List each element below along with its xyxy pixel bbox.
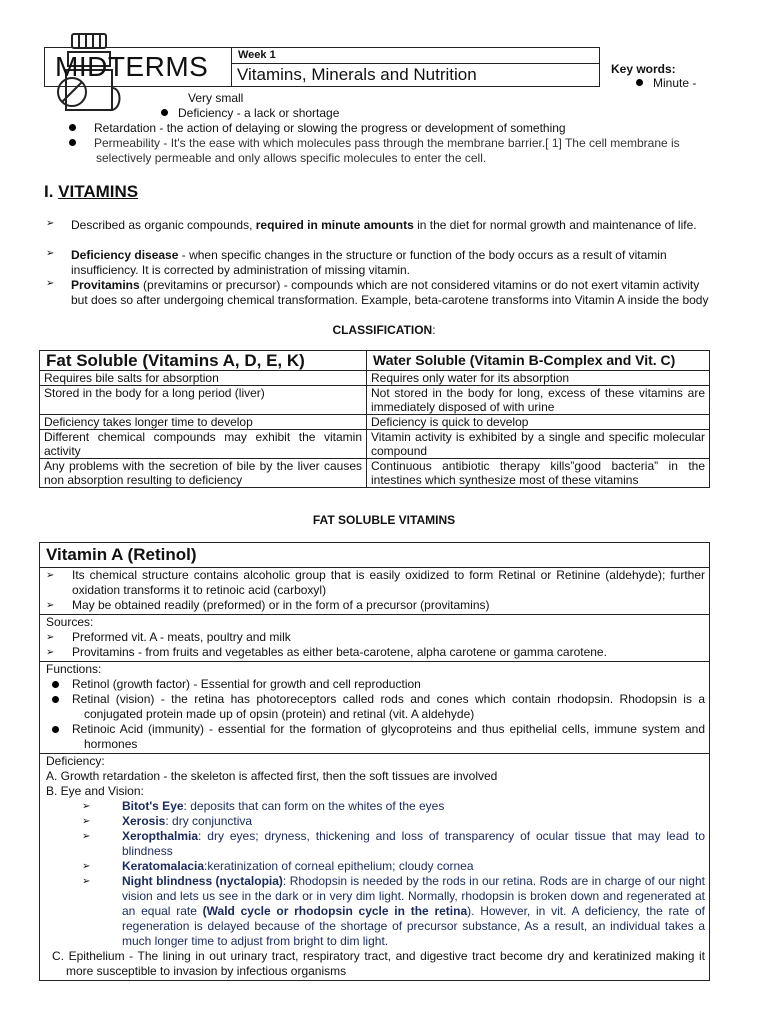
list-item: ➢ May be obtained readily (preformed) or in the form of a precursor (provitamins): [46, 598, 490, 612]
header-rule: [231, 63, 600, 64]
fat-soluble-header: Fat Soluble (Vitamins A, D, E, K): [40, 351, 367, 371]
arrow-bullet-icon: ➢: [46, 218, 55, 229]
page-title: MIDTERMS: [55, 51, 209, 82]
arrow-bullet-icon: ➢: [82, 831, 91, 842]
list-item: ➢ Night blindness (nyctalopia): Rhodopsin is needed by the rods in our retina. Rods are in charge of our night vision and lets us see in the dark or in very dim light. Normally, rhodopsin is broken down and regenerated at an equal rate (Wald cycle or rhodopsin cycle in the retina). However, in vit. A deficiency, the rate of regeneration is delayed because of the shortage of precursor substance, As a result, an individual takes a much longer time to adjust from bright to dim light.: [82, 874, 705, 948]
table-cell: Continuous antibiotic therapy kills”good bacteria” in the intestines which synthesize most of these vitamins: [367, 459, 710, 488]
header-divider: [231, 48, 232, 86]
bullet-icon: [636, 79, 643, 86]
bullet-icon: [52, 696, 59, 703]
list-item: ➢ Bitot's Eye: deposits that can form on the whites of the eyes: [82, 799, 445, 813]
deficiency-eye: B. Eye and Vision:: [46, 784, 144, 798]
subject-title: Vitamins, Minerals and Nutrition: [237, 65, 477, 84]
key-word-item: Minute -: [636, 76, 696, 90]
bullet-icon: [69, 124, 76, 131]
table-cell: Stored in the body for a long period (liver): [40, 386, 367, 415]
deficiency-growth: A. Growth retardation - the skeleton is affected first, then the soft tissues are involved: [46, 769, 498, 783]
provitamins-def: Provitamins (previtamins or precursor) - compounds which are not considered vitamins or do not exert vitamin activity but does so after undergoing chemical transformation. Example, beta-carotene transforms into Vitamin A inside the body: [71, 278, 709, 307]
table-cell: Vitamin activity is exhibited by a single and specific molecular compound: [367, 430, 710, 459]
list-item: ➢ Keratomalacia:keratinization of corneal epithelium; cloudy cornea: [82, 859, 474, 873]
classification-table: [39, 350, 710, 488]
deficiency-label: Deficiency:: [46, 754, 105, 768]
sources-label: Sources:: [46, 615, 94, 629]
table-header-row: [40, 351, 710, 371]
table-cell: Requires only water for its absorption: [367, 371, 710, 386]
arrow-bullet-icon: ➢: [46, 570, 55, 581]
bullet-icon: [161, 109, 168, 116]
table-cell: Deficiency takes longer time to develop: [40, 415, 367, 430]
table-row: [40, 415, 710, 430]
list-item: ➢ Its chemical structure contains alcoholic group that is easily oxidized to form Retinal or Retinine (aldehyde); further oxidation transforms it to retinoic acid (carboxyl): [46, 568, 705, 597]
arrow-bullet-icon: ➢: [82, 816, 91, 827]
section-heading-vitamins: I. VITAMINS: [44, 182, 139, 201]
list-item: ➢ Provitamins - from fruits and vegetables as either beta-carotene, alpha carotene or gamma carotene.: [46, 645, 607, 659]
table-cell: Requires bile salts for absorption: [40, 371, 367, 386]
week-label: Week 1: [238, 49, 276, 61]
table-row: [40, 459, 710, 488]
list-item: Retinol (growth factor) - Essential for growth and cell reproduction: [46, 677, 705, 692]
arrow-bullet-icon: ➢: [46, 632, 55, 643]
table-cell: Different chemical compounds may exhibit the vitamin activity: [40, 430, 367, 459]
table-cell: Deficiency is quick to develop: [367, 415, 710, 430]
list-item: Retinoic Acid (immunity) - essential for the formation of glycoproteins and thus epithelial cells, immune system and hormones: [46, 722, 705, 752]
arrow-bullet-icon: ➢: [46, 278, 55, 289]
key-words-label: Key words:: [611, 62, 676, 76]
list-item: Retinal (vision) - the retina has photoreceptors called rods and cones which contain rhodopsin. Rhodopsin is a conjugated protein made up of opsin (protein) and retinal (vit. A aldehyde): [46, 692, 705, 722]
list-item: ➢ Preformed vit. A - meats, poultry and milk: [46, 630, 291, 644]
arrow-bullet-icon: ➢: [46, 600, 55, 611]
deficiency-epithelium: C. Epithelium - The lining in out urinary tract, respiratory tract, and digestive tract become dry and keratinized making it more susceptible to invasion by infectious organisms: [52, 949, 705, 978]
vitamins-definition: Described as organic compounds, required in minute amounts in the diet for normal growth and maintenance of life.: [71, 218, 697, 232]
vitamin-a-title: Vitamin A (Retinol): [46, 545, 197, 564]
table-row: [40, 430, 710, 459]
arrow-bullet-icon: ➢: [46, 647, 55, 658]
fat-soluble-vitamins-heading: FAT SOLUBLE VITAMINS: [312, 513, 456, 527]
classification-heading: CLASSIFICATION:: [332, 323, 436, 337]
vitamin-a-structure: [40, 567, 709, 614]
vitamin-a-deficiency: [40, 753, 709, 980]
keyword-retardation: Retardation - the action of delaying or slowing the progress or development of something: [69, 121, 566, 136]
table-row: [40, 371, 710, 386]
arrow-bullet-icon: ➢: [46, 248, 55, 259]
vitamin-a-box: [39, 542, 710, 981]
arrow-bullet-icon: ➢: [82, 876, 91, 887]
table-row: [40, 386, 710, 415]
keyword-very-small: Very small: [188, 91, 244, 105]
table-cell: Not stored in the body for long, excess of these vitamins are immediately disposed of with urine: [367, 386, 710, 415]
vitamin-a-functions: [40, 661, 709, 753]
arrow-bullet-icon: ➢: [82, 801, 91, 812]
list-item: ➢ Xeropthalmia: dry eyes; dryness, thickening and loss of transparency of ocular tissue that may lead to blindness: [82, 829, 705, 858]
keyword-deficiency: Deficiency - a lack or shortage: [161, 106, 339, 121]
keyword-permeability-cont: selectively permeable and only allows specific molecules to enter the cell.: [96, 151, 487, 165]
water-soluble-header: Water Soluble (Vitamin B-Complex and Vit. C): [367, 351, 710, 371]
functions-label: Functions:: [46, 662, 102, 676]
vitamin-a-sources: [40, 614, 709, 661]
table-cell: Any problems with the secretion of bile by the liver causes non absorption resulting to deficiency: [40, 459, 367, 488]
bullet-icon: [52, 726, 59, 733]
bullet-icon: [52, 681, 59, 688]
keyword-permeability: Permeability - It's the ease with which molecules pass through the membrane barrier.[ 1] The cell membrane is: [69, 136, 680, 151]
header-box: [44, 47, 600, 87]
bullet-icon: [69, 139, 76, 146]
arrow-bullet-icon: ➢: [82, 861, 91, 872]
deficiency-disease-def: Deficiency disease - when specific changes in the structure or function of the body occurs as a result of vitamin insufficiency. It is corrected by administration of missing vitamin.: [71, 248, 667, 277]
list-item: ➢ Xerosis: dry conjunctiva: [82, 814, 253, 828]
